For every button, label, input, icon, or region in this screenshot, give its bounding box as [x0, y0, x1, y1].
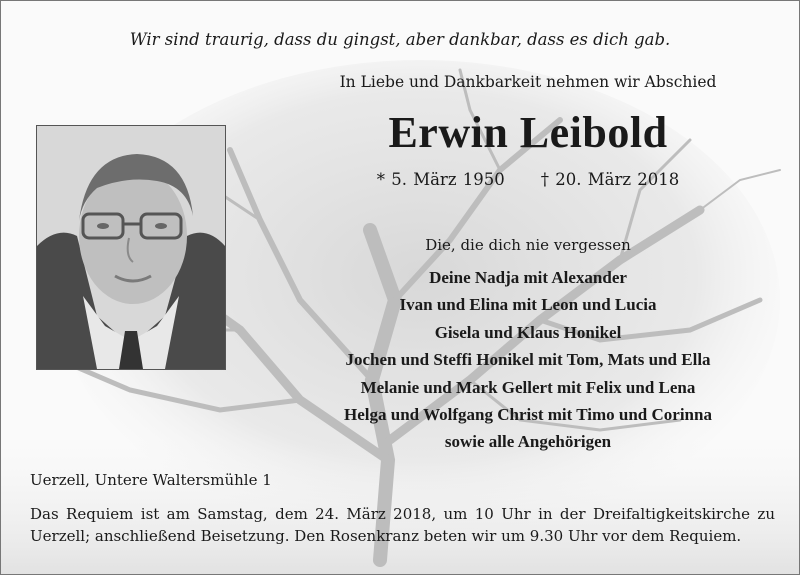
mourner-entry: Deine Nadja mit Alexander — [429, 268, 627, 287]
farewell-intro: In Liebe und Dankbarkeit nehmen wir Abschied — [339, 73, 717, 91]
mourners-intro: Die, die dich nie vergessen — [425, 236, 631, 254]
birth-date: * 5. März 1950 — [376, 170, 505, 189]
mourner-entry: Jochen und Steffi Honikel mit Tom, Mats und Ella — [345, 350, 711, 370]
mourner-entry: Gisela und Klaus Honikel — [434, 322, 622, 342]
family-address: Uerzell, Untere Waltersmühle 1 — [30, 471, 272, 489]
deceased-name: Erwin Leibold — [388, 108, 668, 157]
portrait-photo — [36, 125, 226, 370]
portrait-photo-icon — [37, 126, 225, 369]
service-details: Das Requiem ist am Samstag, dem 24. März 2018, um 10 Uhr in der Dreifaltigkeitskirche zu Uerzell; anschließend Beisetzung. Den Rosenkranz beten wir um 9.30 Uhr vor dem Requiem. — [30, 505, 775, 545]
death-date: † 20. März 2018 — [540, 170, 680, 189]
mourner-entry: Melanie und Mark Gellert mit Felix und Lena — [360, 377, 696, 397]
motto: Wir sind traurig, dass du gingst, aber dankbar, dass es dich gab. — [129, 30, 671, 49]
life-dates — [262, 170, 794, 189]
mourner-entry: sowie alle Angehörigen — [444, 432, 612, 452]
mourners-list — [262, 264, 794, 456]
mourner-entry: Ivan und Elina mit Leon und Lucia — [399, 295, 657, 315]
mourner-entry: Helga und Wolfgang Christ mit Timo und Corinna — [344, 404, 712, 424]
